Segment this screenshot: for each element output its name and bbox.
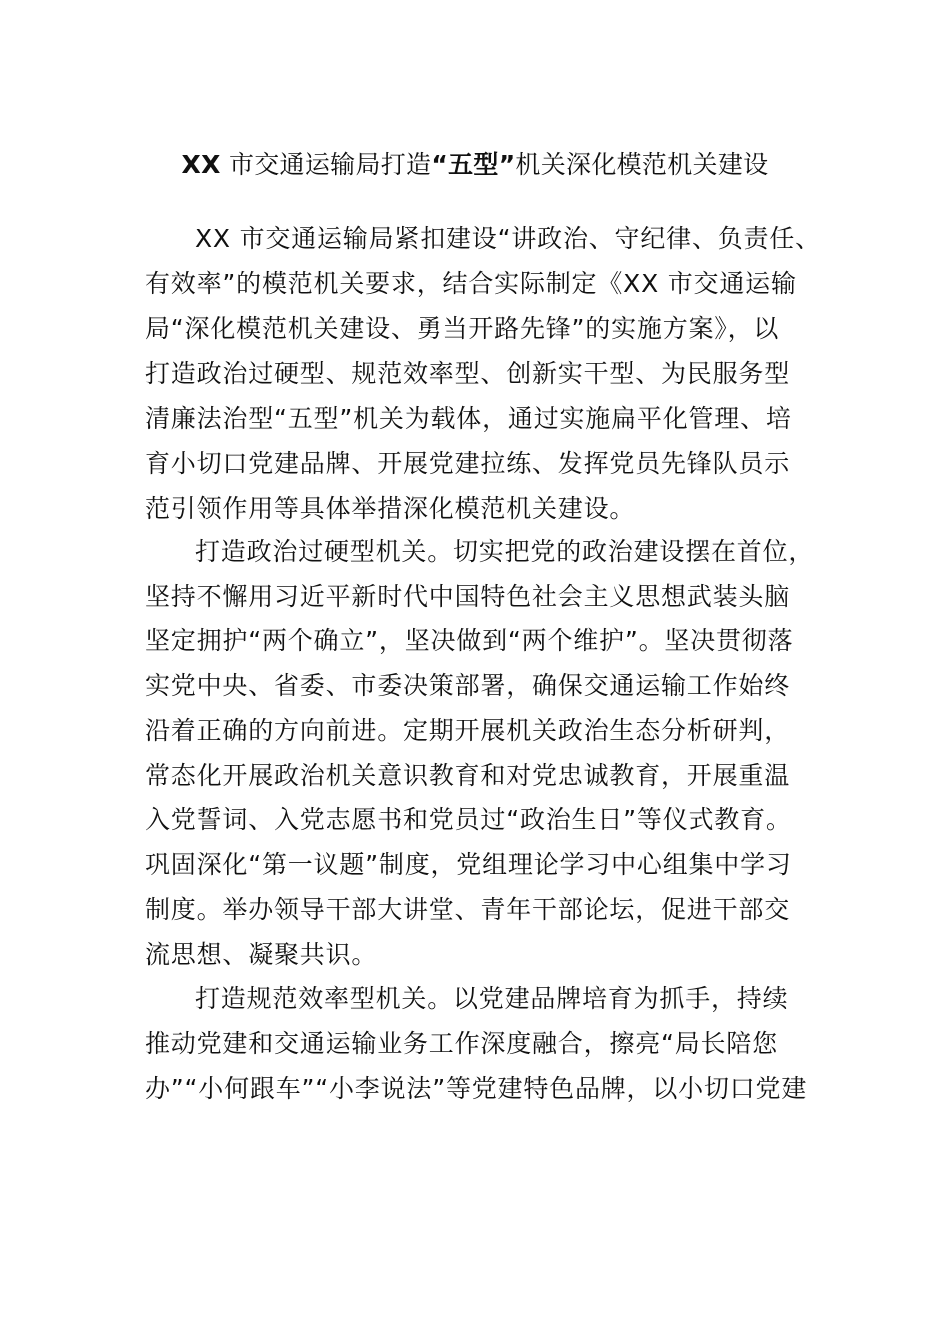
paragraph-2-line-8: 巩固深化“第一议题”制度，党组理论学习中心组集中学习: [145, 850, 792, 879]
paragraph-3-line-3: 办”“小何跟车”“小李说法”等党建特色品牌，以小切口党建: [145, 1074, 808, 1103]
title-prefix: XX: [181, 150, 221, 179]
paragraph-2-line-1: 打造政治过硬型机关。切实把党的政治建设摆在首位，: [195, 537, 815, 566]
paragraph-2-line-2: 坚持不懈用习近平新时代中国特色社会主义思想武装头脑: [145, 582, 791, 611]
paragraph-2-line-9: 制度。举办领导干部大讲堂、青年干部论坛，促进干部交: [145, 895, 791, 924]
paragraph-2-line-4: 实党中央、省委、市委决策部署，确保交通运输工作始终: [145, 671, 791, 700]
paragraph-1-line-5: 清廉法治型“五型”机关为载体，通过实施扁平化管理、培: [145, 404, 792, 433]
title-part-2: 机关深化模范机关建设: [515, 150, 769, 179]
paragraph-1-line-7: 范引领作用等具体举措深化模范机关建设。: [145, 494, 636, 523]
paragraph-3-line-1: 打造规范效率型机关。以党建品牌培育为抓手，持续: [195, 984, 789, 1013]
paragraph-1-line-6: 育小切口党建品牌、开展党建拉练、发挥党员先锋队员示: [145, 449, 791, 478]
paragraph-3-line-2: 推动党建和交通运输业务工作深度融合，擦亮“局长陪您: [145, 1029, 778, 1058]
paragraph-2-line-5: 沿着正确的方向前进。定期开展机关政治生态分析研判，: [145, 716, 791, 745]
paragraph-1-line-2: 有效率”的模范机关要求，结合实际制定《XX 市交通运输: [145, 269, 797, 298]
paragraph-2-line-3: 坚定拥护“两个确立”，坚决做到“两个维护”。坚决贯彻落: [145, 626, 794, 655]
paragraph-1-line-3: 局“深化模范机关建设、勇当开路先锋”的实施方案》，以: [145, 314, 780, 343]
paragraph-2-line-10: 流思想、凝聚共识。: [145, 940, 378, 969]
paragraph-1-line-4: 打造政治过硬型、规范效率型、创新实干型、为民服务型: [145, 359, 791, 388]
title-part-1: 市交通运输局打造: [220, 150, 432, 179]
paragraph-2-line-6: 常态化开展政治机关意识教育和对党忠诚教育，开展重温: [145, 761, 791, 790]
paragraph-2-line-7: 入党誓词、入党志愿书和党员过“政治生日”等仪式教育。: [145, 805, 792, 834]
title-quoted: “五型”: [431, 150, 516, 179]
paragraph-1-line-1: XX 市交通运输局紧扣建设“讲政治、守纪律、负责任、: [195, 224, 821, 253]
document-title: [0, 147, 950, 183]
